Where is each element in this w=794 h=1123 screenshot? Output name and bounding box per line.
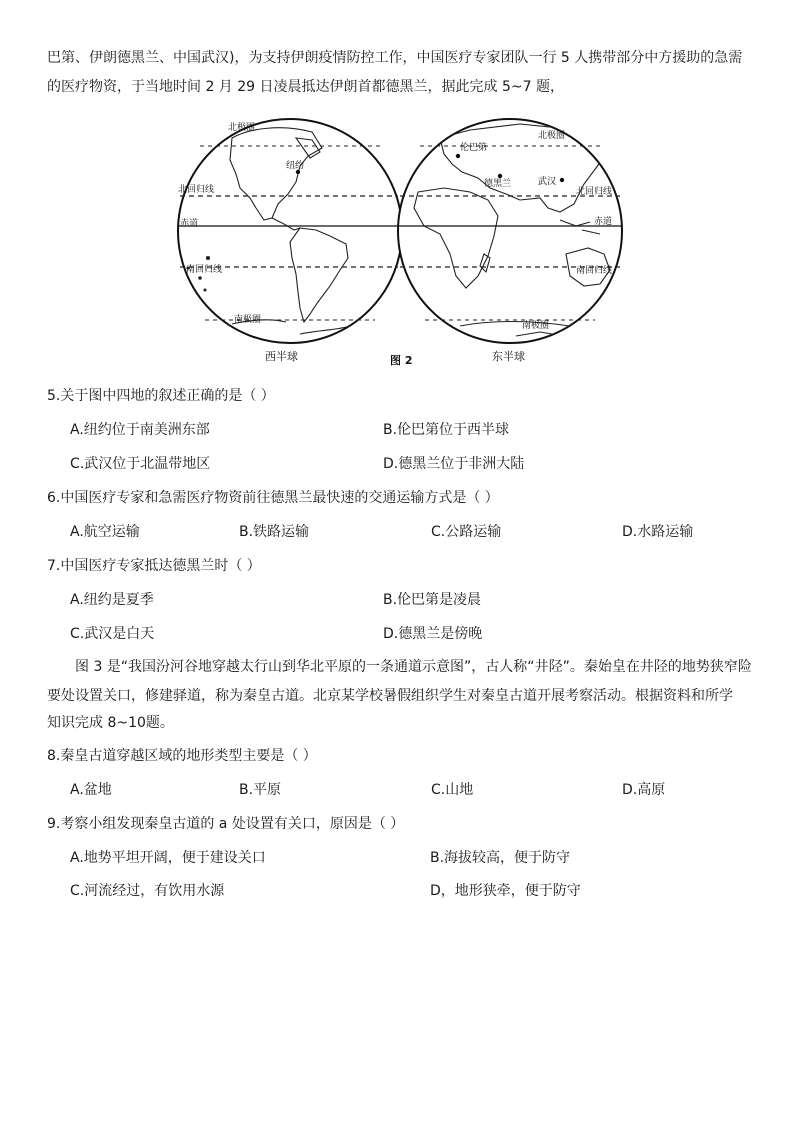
label-tropic-s-east: 南回归线 [576,266,613,276]
q5-option-d[interactable]: D.德黑兰位于非洲大陆 [383,456,525,472]
q9-option-a[interactable]: A.地势平坦开阔，便于建设关口 [70,850,266,866]
q8-option-a[interactable]: A.盆地 [70,782,112,798]
lombardy-marker [456,154,460,158]
q6-stem: 6.中国医疗专家和急需医疗物资前往德黑兰最快速的交通运输方式是（ ） [47,490,499,506]
label-arctic-west: 北极圈 [228,123,256,133]
western-hemisphere [178,119,402,343]
q8-option-b[interactable]: B.平原 [239,782,282,798]
label-antarctic-west: 南极圈 [234,315,262,325]
label-equator-east: 赤道 [594,217,613,227]
label-newyork: 纽约 [286,161,305,171]
label-tropic-n-east: 北回归线 [576,187,613,197]
q9-option-b[interactable]: B.海拔较高，便于防守 [430,850,571,866]
para-line-1: 图 3 是“我国汾河谷地穿越太行山到华北平原的一条通道示意图”，古人称“井陉”。秦始皇在井陉的地势狭窄险 [75,659,752,675]
label-tehran: 德黑兰 [484,179,512,189]
label-tropic-s-west: 南回归线 [186,265,223,275]
label-arctic-east: 北极圈 [538,131,566,141]
q8-stem: 8.秦皇古道穿越区域的地形类型主要是（ ） [47,748,317,764]
label-equator-west: 赤道 [180,219,199,229]
q6-option-a[interactable]: A.航空运输 [70,524,140,540]
q7-option-a[interactable]: A.纽约是夏季 [70,592,154,608]
q8-option-c[interactable]: C.山地 [431,782,474,798]
label-antarctic-east: 南极圈 [522,321,550,331]
q9-option-c[interactable]: C.河流经过，有饮用水源 [70,883,225,899]
figure-2-caption: 图 2 [390,354,413,367]
east-hemisphere-caption: 东半球 [492,350,525,363]
q6-option-d[interactable]: D.水路运输 [622,524,694,540]
figure-2-hemispheres-map [0,108,794,378]
q7-option-c[interactable]: C.武汉是白天 [70,626,155,642]
q5-option-a[interactable]: A.纽约位于南美洲东部 [70,422,210,438]
para-line-3: 知识完成 8~10题。 [47,715,174,731]
intro-line-2: 的医疗物资，于当地时间 2 月 29 日凌晨抵达伊朗首都德黑兰，据此完成 5~7 题， [47,79,564,95]
q5-option-c[interactable]: C.武汉位于北温带地区 [70,456,211,472]
wuhan-marker [560,178,564,182]
q5-stem: 5.关于图中四地的叙述正确的是（ ） [47,388,275,404]
tehran-marker [498,174,502,178]
eastern-hemisphere [398,119,622,343]
q8-option-d[interactable]: D.高原 [622,782,666,798]
label-lombardy: 伦巴第 [460,143,488,153]
q5-option-b[interactable]: B.伦巴第位于西半球 [383,422,510,438]
q7-option-b[interactable]: B.伦巴第是凌晨 [383,592,482,608]
q7-stem: 7.中国医疗专家抵达德黑兰时（ ） [47,558,261,574]
q7-option-d[interactable]: D.德黑兰是傍晚 [383,626,483,642]
q9-option-d[interactable]: D，地形狭牵，便于防守 [430,883,581,899]
intro-line-1: 巴第、伊朗德黑兰、中国武汉)，为支持伊朗疫情防控工作，中国医疗专家团队一行 5 人携带部分中方援助的急需 [47,50,743,66]
west-hemisphere-caption: 西半球 [265,350,298,363]
q6-option-b[interactable]: B.铁路运输 [239,524,310,540]
q6-option-c[interactable]: C.公路运输 [431,524,502,540]
label-wuhan: 武汉 [538,177,557,187]
label-tropic-n-west: 北回归线 [178,185,215,195]
para-line-2: 要处设置关口，修建驿道，称为秦皇古道。北京某学校暑假组织学生对秦皇古道开展考察活动。根据资料和所学 [47,688,733,704]
q9-stem: 9.考察小组发现秦皇古道的 a 处设置有关口，原因是（ ） [47,816,405,832]
